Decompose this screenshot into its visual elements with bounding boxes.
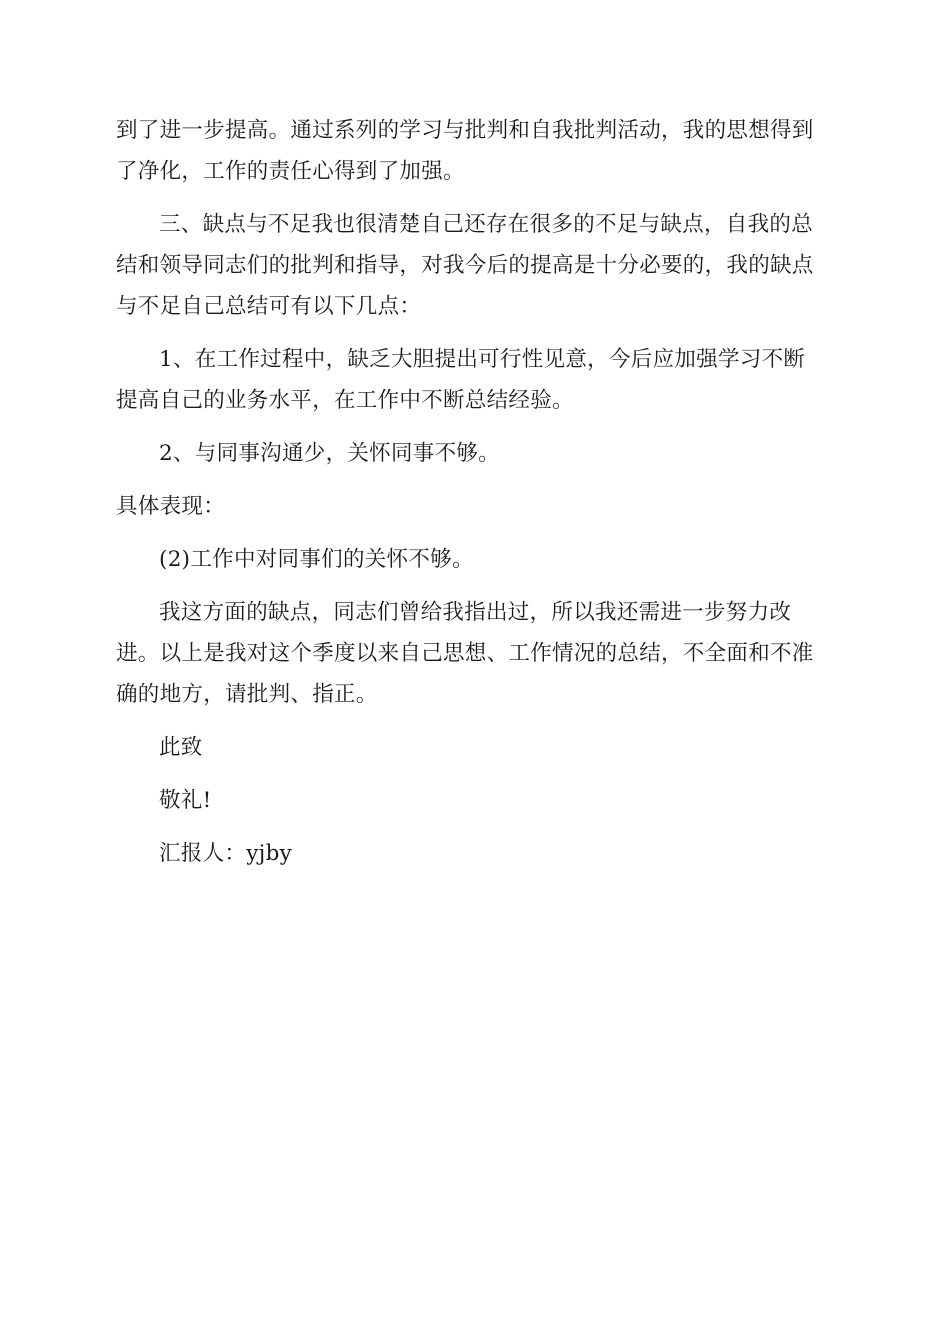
text-line: 结和领导同志们的批判和指导，对我今后的提高是十分必要的，我的缺点 xyxy=(116,253,814,278)
text-line: 与不足自己总结可有以下几点： xyxy=(116,294,422,319)
text-line: 敬礼! xyxy=(159,788,212,813)
text-line: (2)工作中对同事们的关怀不够。 xyxy=(159,547,474,572)
text-line: 汇报人：yjby xyxy=(159,841,293,866)
paragraph-point-1 xyxy=(116,339,836,421)
text-line: 三、缺点与不足我也很清楚自己还存在很多的不足与缺点，自我的总 xyxy=(159,212,814,237)
closing-salutation xyxy=(116,727,836,768)
paragraph-point-2 xyxy=(116,433,836,474)
text-line: 此致 xyxy=(159,735,203,760)
text-line: 我这方面的缺点，同志们曾给我指出过，所以我还需进一步努力改 xyxy=(159,600,792,625)
document-body xyxy=(116,110,836,886)
text-line: 进。以上是我对这个季度以来自己思想、工作情况的总结，不全面和不准 xyxy=(116,641,814,666)
closing-regards xyxy=(116,780,836,821)
text-line: 确的地方，请批判、指正。 xyxy=(116,682,378,707)
text-line: 2、与同事沟通少，关怀同事不够。 xyxy=(159,441,500,466)
paragraph-detail-2 xyxy=(116,539,836,580)
paragraph-conclusion xyxy=(116,592,836,715)
text-line: 到了进一步提高。通过系列的学习与批判和自我批判活动，我的思想得到 xyxy=(116,118,814,143)
text-line: 1、在工作过程中，缺乏大胆提出可行性见意，今后应加强学习不断 xyxy=(159,347,806,372)
reporter-signature xyxy=(116,833,836,874)
text-line: 具体表现： xyxy=(116,494,226,519)
paragraph-details-heading xyxy=(116,486,836,527)
paragraph-shortcomings xyxy=(116,204,836,327)
text-line: 提高自己的业务水平，在工作中不断总结经验。 xyxy=(116,388,574,413)
paragraph-continuation xyxy=(116,110,836,192)
text-line: 了净化，工作的责任心得到了加强。 xyxy=(116,159,465,184)
